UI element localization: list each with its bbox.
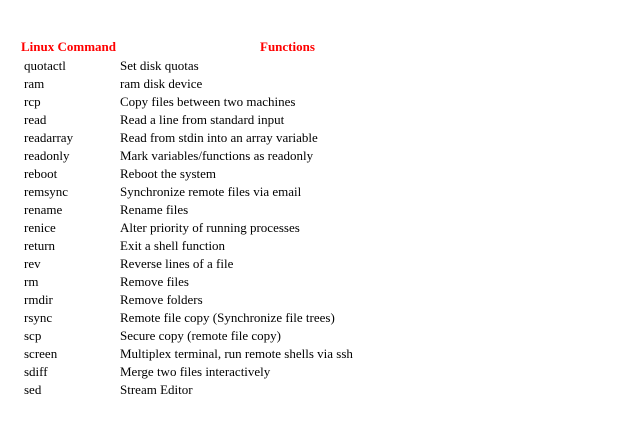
command-function: Set disk quotas xyxy=(120,58,199,73)
table-row xyxy=(0,381,638,399)
command-name: scp xyxy=(24,328,42,343)
command-function: Remove folders xyxy=(120,292,203,307)
table-row xyxy=(0,309,638,327)
command-table xyxy=(0,57,638,399)
command-function: Copy files between two machines xyxy=(120,94,296,109)
table-row xyxy=(0,57,638,75)
command-function: ram disk device xyxy=(120,76,203,91)
command-name: rev xyxy=(24,256,41,271)
command-name: remsync xyxy=(24,184,69,199)
command-function: Multiplex terminal, run remote shells via ssh xyxy=(120,346,353,361)
table-row xyxy=(0,93,638,111)
command-function: Synchronize remote files via email xyxy=(120,184,302,199)
command-name: sed xyxy=(24,382,42,397)
command-name: reboot xyxy=(24,166,58,181)
command-name: read xyxy=(24,112,47,127)
table-row xyxy=(0,219,638,237)
command-name: renice xyxy=(24,220,56,235)
command-name: rcp xyxy=(24,94,41,109)
table-row xyxy=(0,147,638,165)
command-function: Rename files xyxy=(120,202,189,217)
command-name: rmdir xyxy=(24,292,53,307)
command-name: ram xyxy=(24,76,45,91)
command-function: Stream Editor xyxy=(120,382,193,397)
table-row xyxy=(0,165,638,183)
table-row xyxy=(0,111,638,129)
table-row xyxy=(0,345,638,363)
table-row xyxy=(0,237,638,255)
command-name: rename xyxy=(24,202,63,217)
command-function: Read a line from standard input xyxy=(120,112,285,127)
command-function: Merge two files interactively xyxy=(120,364,271,379)
command-name: readarray xyxy=(24,130,74,145)
command-function: Reboot the system xyxy=(120,166,217,181)
command-function: Remove files xyxy=(120,274,189,289)
table-row xyxy=(0,327,638,345)
header-linux-command: Linux Command xyxy=(21,39,116,54)
command-function: Remote file copy (Synchronize file trees) xyxy=(120,310,335,325)
command-name: return xyxy=(24,238,56,253)
command-name: quotactl xyxy=(24,58,66,73)
table-row xyxy=(0,291,638,309)
command-name: readonly xyxy=(24,148,70,163)
table-row xyxy=(0,273,638,291)
command-function: Alter priority of running processes xyxy=(120,220,300,235)
table-row xyxy=(0,201,638,219)
command-name: sdiff xyxy=(24,364,48,379)
command-function: Reverse lines of a file xyxy=(120,256,234,271)
command-name: rsync xyxy=(24,310,53,325)
table-row xyxy=(0,183,638,201)
table-row xyxy=(0,363,638,381)
command-function: Exit a shell function xyxy=(120,238,226,253)
command-function: Mark variables/functions as readonly xyxy=(120,148,314,163)
table-row xyxy=(0,75,638,93)
table-row xyxy=(0,129,638,147)
command-function: Secure copy (remote file copy) xyxy=(120,328,281,343)
command-function: Read from stdin into an array variable xyxy=(120,130,318,145)
command-name: screen xyxy=(24,346,58,361)
table-row xyxy=(0,255,638,273)
header-functions: Functions xyxy=(260,39,315,54)
command-name: rm xyxy=(24,274,39,289)
